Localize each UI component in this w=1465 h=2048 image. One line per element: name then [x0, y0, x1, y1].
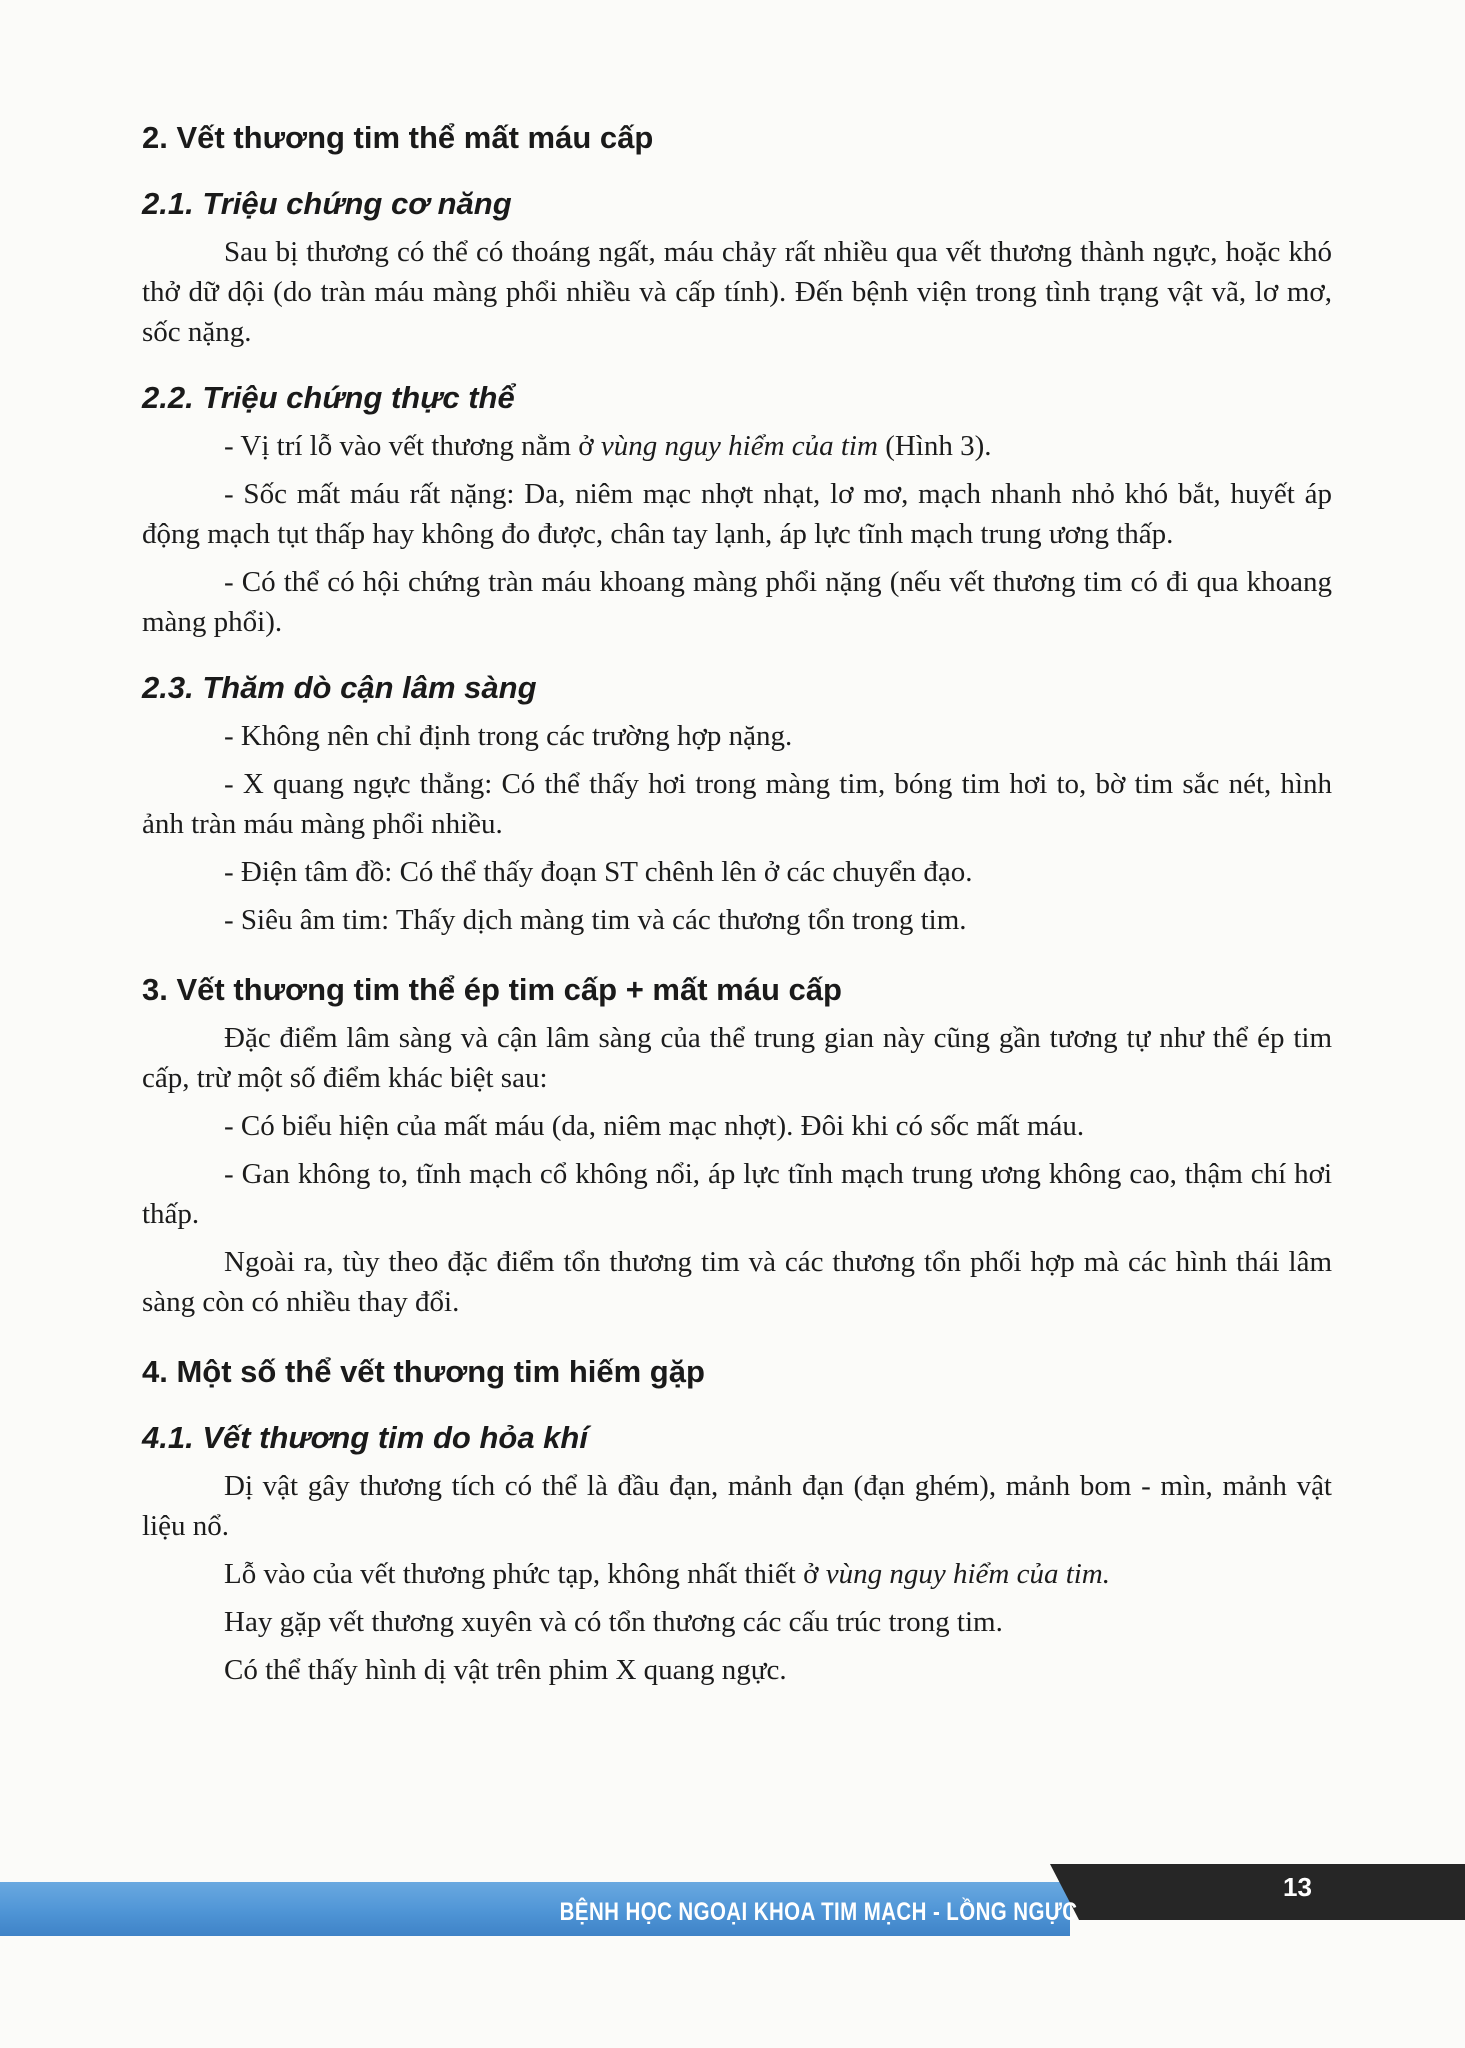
section-2-3-item-ecg: - Điện tâm đồ: Có thể thấy đoạn ST chênh lên ở các chuyển đạo.	[224, 856, 973, 888]
section-2-heading: 2. Vết thương tim thể mất máu cấp	[142, 120, 654, 155]
section-4-1-paragraph-4: Có thể thấy hình dị vật trên phim X quang ngực.	[224, 1654, 787, 1686]
section-3-paragraph-1: Đặc điểm lâm sàng và cận lâm sàng của thể trung gian này cũng gần tương tự như thể ép tim cấp, trừ một số điểm khác biệt sau:	[142, 1022, 1332, 1094]
footer-book-title: BỆNH HỌC NGOẠI KHOA TIM MẠCH - LỒNG NGỰC	[559, 1898, 1077, 1926]
section-4-1-paragraph-3: Hay gặp vết thương xuyên và có tổn thương các cấu trúc trong tim.	[224, 1606, 1003, 1638]
section-2-1-heading: 2.1. Triệu chứng cơ năng	[142, 186, 512, 221]
section-2-2-item-shock: - Sốc mất máu rất nặng: Da, niêm mạc nhợt nhạt, lơ mơ, mạch nhanh nhỏ khó bắt, huyết áp động mạch tụt thấp hay không đo được, chân tay lạnh, áp lực tĩnh mạch trung ương thấp.	[142, 478, 1332, 550]
page-footer	[0, 1864, 1465, 1938]
section-4-1-heading: 4.1. Vết thương tim do hỏa khí	[142, 1420, 588, 1455]
section-2-2-heading: 2.2. Triệu chứng thực thể	[142, 380, 515, 415]
page-number: 13	[1283, 1872, 1312, 1902]
section-3-item-2: - Gan không to, tĩnh mạch cổ không nổi, áp lực tĩnh mạch trung ương không cao, thậm chí hơi thấp.	[142, 1158, 1332, 1230]
section-2-3-heading: 2.3. Thăm dò cận lâm sàng	[142, 670, 537, 705]
section-2-2-item-location	[142, 426, 1332, 466]
section-4-1-paragraph-1: Dị vật gây thương tích có thể là đầu đạn, mảnh đạn (đạn ghém), mảnh bom - mìn, mảnh vật liệu nổ.	[142, 1470, 1332, 1542]
section-3-heading: 3. Vết thương tim thể ép tim cấp + mất máu cấp	[142, 972, 842, 1007]
section-2-3-item-echo: - Siêu âm tim: Thấy dịch màng tim và các thương tổn trong tim.	[224, 904, 967, 936]
italic-term: vùng nguy hiểm của tim	[600, 430, 878, 462]
section-2-1-paragraph: Sau bị thương có thể có thoáng ngất, máu chảy rất nhiều qua vết thương thành ngực, hoặc khó thở dữ dội (do tràn máu màng phổi nhiều và cấp tính). Đến bệnh viện trong tình trạng vật vã, lơ mơ, sốc nặng.	[142, 236, 1332, 348]
section-3-paragraph-2: Ngoài ra, tùy theo đặc điểm tổn thương tim và các thương tổn phối hợp mà các hình thái lâm sàng còn có nhiều thay đổi.	[142, 1246, 1332, 1318]
item-text: (Hình 3).	[877, 430, 992, 462]
section-4-1-paragraph-2	[142, 1554, 1332, 1594]
italic-term: vùng nguy hiểm của tim.	[825, 1558, 1110, 1590]
section-3-item-1: - Có biểu hiện của mất máu (da, niêm mạc nhợt). Đôi khi có sốc mất máu.	[224, 1110, 1085, 1142]
section-2-2-item-hemothorax: - Có thể có hội chứng tràn máu khoang màng phổi nặng (nếu vết thương tim có đi qua khoang màng phổi).	[142, 566, 1332, 638]
section-4-heading: 4. Một số thể vết thương tim hiếm gặp	[142, 1354, 705, 1389]
item-text: - Vị trí lỗ vào vết thương nằm ở	[224, 430, 601, 462]
section-2-3-item-xray: - X quang ngực thẳng: Có thể thấy hơi trong màng tim, bóng tim hơi to, bờ tim sắc nét, hình ảnh tràn máu màng phổi nhiều.	[142, 768, 1332, 840]
page-content	[142, 118, 1332, 1690]
section-2-3-item-1: - Không nên chỉ định trong các trường hợp nặng.	[224, 720, 793, 752]
footer-dark-band	[1050, 1864, 1465, 1920]
paragraph-text: Lỗ vào của vết thương phức tạp, không nhất thiết ở	[224, 1558, 826, 1590]
